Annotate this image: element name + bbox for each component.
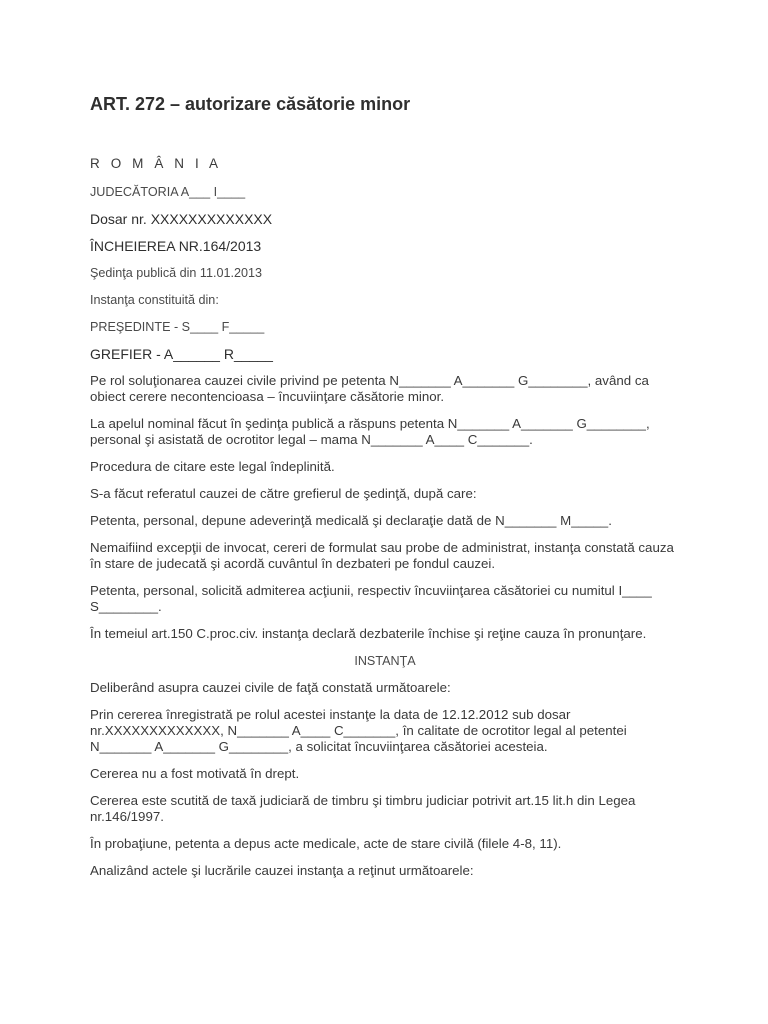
court-composition: Instanţa constituită din: [90, 293, 219, 307]
legal-basis-paragraph: În temeiul art.150 C.proc.civ. instanţa declară dezbaterile închise şi reţine cauza în pronunţare. [90, 626, 647, 641]
deliberation-paragraph: Deliberând asupra cauzei civile de faţă constată următoarele: [90, 680, 451, 695]
document-page [90, 92, 680, 890]
ruling-number: ÎNCHEIEREA NR.164/2013 [90, 238, 262, 254]
request-paragraph: Petenta, personal, solicită admiterea acţiunii, respectiv încuviinţarea căsătoriei cu numitul I____ S________. [90, 583, 652, 614]
debate-paragraph: Nemaifiind excepţii de invocat, cereri de formulat sau probe de administrat, instanţa constată cauza în stare de judecată şi acordă cuvântul în dezbateri pe fondul cauzei. [90, 540, 674, 571]
president-line: PREŞEDINTE - S____ F_____ [90, 320, 265, 334]
nominal-call-paragraph: La apelul nominal făcut în şedinţa publică a răspuns petenta N_______ A_______ G________, personal şi asistată de ocrotitor legal – mama N_______ A____ C_______. [90, 416, 650, 447]
court-name: JUDECĂTORIA A___ I____ [90, 185, 246, 199]
document-title: ART. 272 – autorizare căsătorie minor [90, 94, 411, 114]
summons-paragraph: Procedura de citare este legal îndeplinită. [90, 459, 335, 474]
clerk-line: GREFIER - A______ R_____ [90, 346, 273, 362]
case-number: Dosar nr. XXXXXXXXXXXXX [90, 211, 273, 227]
documents-submitted-paragraph: Petenta, personal, depune adeverinţă medicală şi declaraţie dată de N_______ M_____. [90, 513, 612, 528]
analysis-paragraph: Analizând actele şi lucrările cauzei instanţa a reţinut următoarele: [90, 863, 474, 878]
registration-paragraph: Prin cererea înregistrată pe rolul acestei instanţe la data de 12.12.2012 sub dosar nr.XXXXXXXXXXXXX, N_______ A____ C_______, în calitate de ocrotitor legal al petentei N_______ A_______ G________, a solicitat încuviinţarea căsătoriei acesteia. [90, 707, 627, 754]
case-subject-paragraph: Pe rol soluţionarea cauzei civile privind pe petenta N_______ A_______ G________, având ca obiect cerere necontencioasa – încuviinţare căsătorie minor. [90, 373, 649, 404]
evidence-paragraph: În probaţiune, petenta a depus acte medicale, acte de stare civilă (filele 4-8, 11). [90, 836, 562, 851]
country-heading: R O M Â N I A [90, 156, 222, 171]
hearing-date: Şedinţa publică din 11.01.2013 [90, 266, 263, 280]
section-heading: INSTANŢA [354, 654, 416, 668]
motivation-paragraph: Cererea nu a fost motivată în drept. [90, 766, 300, 781]
report-paragraph: S-a făcut referatul cauzei de către grefierul de şedinţă, după care: [90, 486, 477, 501]
fee-paragraph: Cererea este scutită de taxă judiciară de timbru şi timbru judiciar potrivit art.15 lit.h din Legea nr.146/1997. [90, 793, 636, 824]
